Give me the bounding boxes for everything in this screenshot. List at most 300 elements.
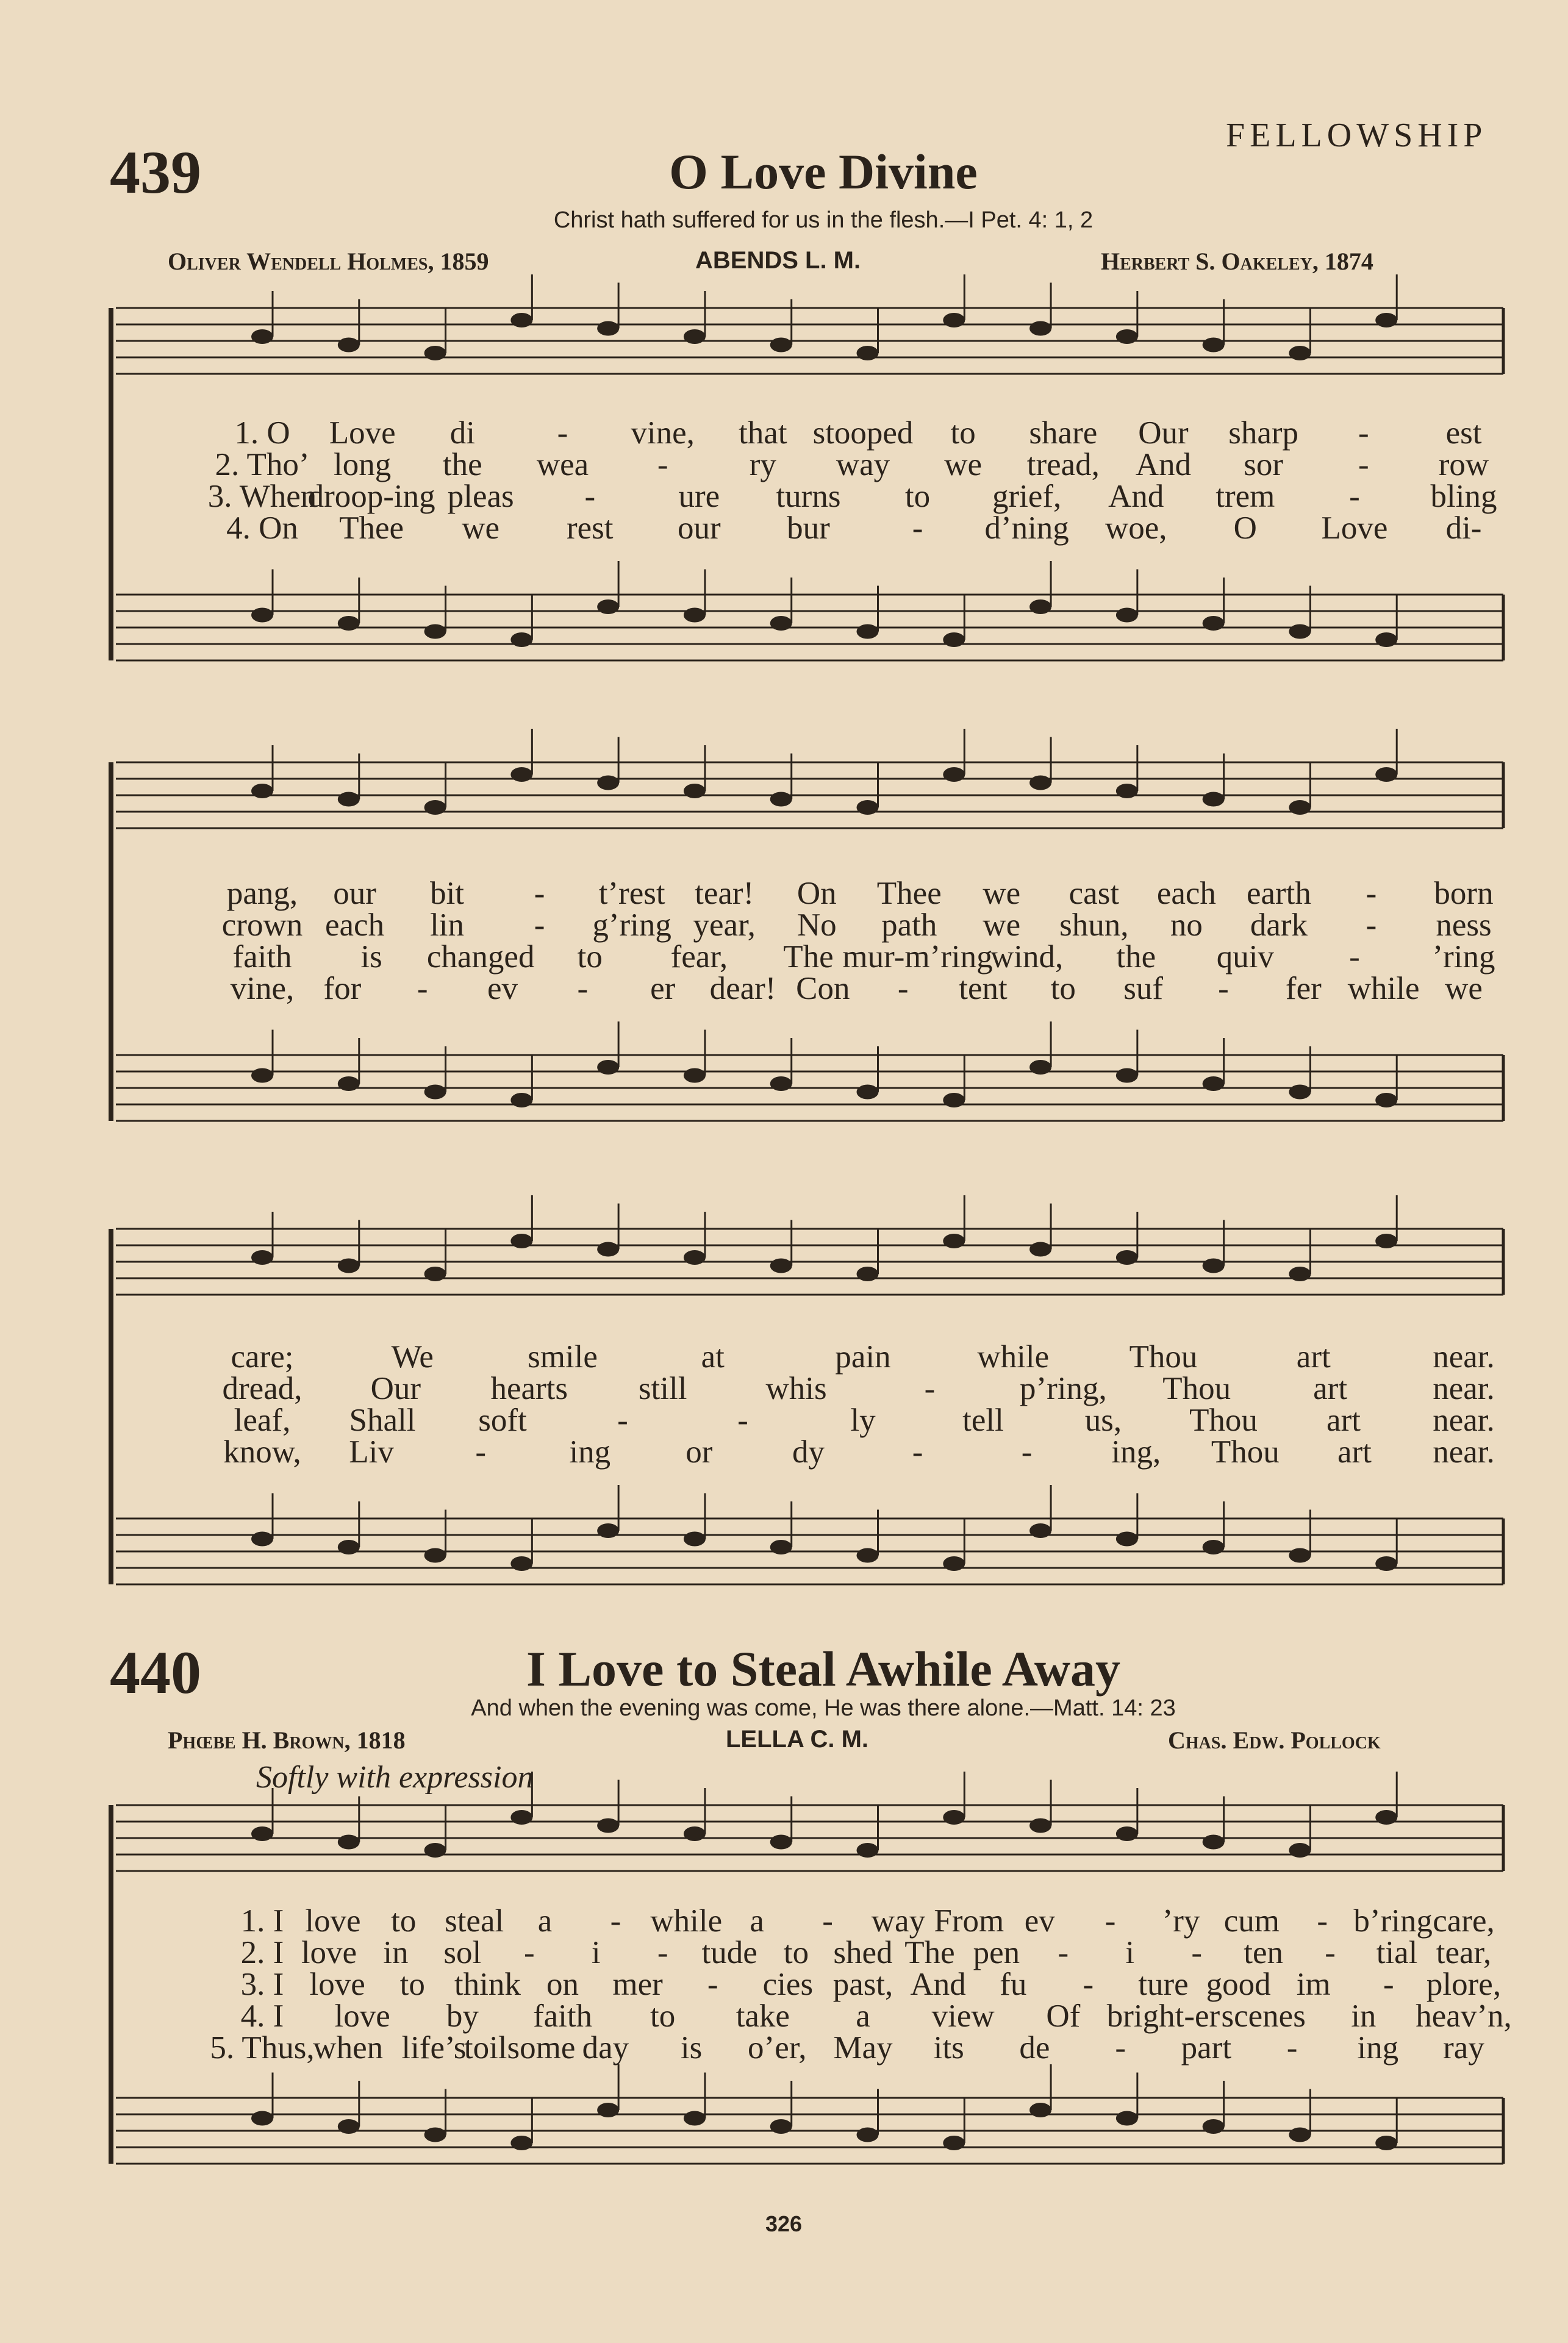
- lyric-syllable: droop-ing: [307, 479, 435, 514]
- lyric-syllable: faith: [232, 939, 292, 975]
- lyric-syllable: faith: [532, 1998, 593, 2034]
- lyric-syllable: love: [334, 1998, 390, 2034]
- note-head: [1375, 1810, 1397, 1825]
- lyric-syllable: we: [944, 447, 983, 482]
- lyric-syllable: we: [462, 510, 500, 546]
- note-head: [684, 784, 706, 798]
- lyric-syllable: -: [1358, 415, 1369, 451]
- lyric-syllable: pen: [973, 1935, 1020, 1970]
- note-head: [684, 329, 706, 344]
- lyric-syllable: near.: [1433, 1339, 1495, 1375]
- lyric-syllable: bit: [430, 876, 465, 911]
- note-head: [1116, 1068, 1138, 1083]
- note-head: [1375, 632, 1397, 647]
- lyric-syllable: Thee: [339, 510, 404, 546]
- note-head: [251, 2111, 273, 2126]
- lyric-line: [0, 970, 1568, 1006]
- note-head: [770, 1540, 792, 1554]
- lyric-syllable: Thou: [1189, 1403, 1258, 1438]
- lyric-syllable: fu: [1000, 1967, 1027, 2002]
- lyric-syllable: -: [1218, 971, 1229, 1006]
- lyric-line: [0, 1998, 1568, 2034]
- lyric-syllable: And: [910, 1967, 966, 2002]
- lyric-syllable: i: [1125, 1935, 1135, 1970]
- lyric-syllable: -: [1083, 1967, 1094, 2002]
- lyric-syllable: to: [577, 939, 603, 975]
- lyric-syllable: The: [904, 1935, 955, 1970]
- lyric-syllable: to: [391, 1903, 417, 1939]
- lyric-syllable: think: [454, 1967, 521, 2002]
- lyric-syllable: -: [737, 1403, 748, 1438]
- lyric-syllable: to: [904, 479, 931, 514]
- lyric-syllable: p’ring,: [1019, 1371, 1107, 1406]
- note-head: [510, 632, 532, 647]
- lyric-syllable: tear,: [1436, 1935, 1492, 1970]
- lyric-syllable: bright-er: [1106, 1998, 1220, 2034]
- lyric-syllable: ry: [749, 447, 776, 482]
- lyric-syllable: From: [934, 1903, 1004, 1939]
- lyric-syllable: love: [305, 1903, 361, 1939]
- lyric-syllable: life’s: [401, 2030, 467, 2066]
- lyric-syllable: to: [1050, 971, 1076, 1006]
- lyric-syllable: dread,: [222, 1371, 303, 1406]
- lyric-syllable: ure: [678, 479, 720, 514]
- note-head: [510, 313, 532, 327]
- lyric-syllable: still: [638, 1371, 687, 1406]
- lyric-syllable: take: [736, 1998, 790, 2034]
- lyric-syllable: tread,: [1026, 447, 1100, 482]
- note-head: [770, 338, 792, 352]
- lyric-syllable: year,: [693, 907, 756, 943]
- note-head: [1203, 1259, 1225, 1273]
- note-head: [1116, 1532, 1138, 1547]
- lyric-syllable: -: [1115, 2030, 1126, 2066]
- lyric-syllable: Thou: [1211, 1434, 1280, 1470]
- lyric-syllable: quiv: [1216, 939, 1274, 975]
- note-head: [1029, 2103, 1051, 2117]
- note-head: [424, 1267, 446, 1281]
- note-head: [1289, 1548, 1311, 1563]
- note-head: [251, 784, 273, 798]
- lyric-syllable: fear,: [670, 939, 728, 975]
- lyric-syllable: bling: [1430, 479, 1497, 514]
- note-head: [597, 1523, 619, 1538]
- lyric-syllable: care,: [1433, 1903, 1495, 1939]
- lyric-syllable: born: [1434, 876, 1494, 911]
- lyric-syllable: is: [360, 939, 382, 975]
- lyric-syllable: Thee: [876, 876, 942, 911]
- lyric-syllable: cies: [762, 1967, 814, 2002]
- lyric-syllable: heav’n,: [1416, 1998, 1512, 2034]
- lyric-line: [0, 939, 1568, 975]
- lyric-syllable: tent: [959, 971, 1008, 1006]
- note-head: [943, 313, 965, 327]
- note-head: [251, 1532, 273, 1547]
- lyric-syllable: its: [933, 2030, 964, 2066]
- note-head: [338, 616, 360, 631]
- lyric-line: [0, 1370, 1568, 1406]
- note-head: [770, 1076, 792, 1091]
- lyric-syllable: dy: [792, 1434, 825, 1470]
- note-head: [510, 1234, 532, 1248]
- lyric-syllable: 1. O: [234, 415, 290, 451]
- lyric-syllable: the: [442, 447, 482, 482]
- note-head: [1375, 1556, 1397, 1571]
- lyric-syllable: -: [1349, 939, 1360, 975]
- note-head: [510, 767, 532, 782]
- lyric-syllable: -: [657, 447, 668, 482]
- note-head: [1203, 338, 1225, 352]
- lyric-syllable: -: [577, 971, 589, 1006]
- lyric-syllable: view: [931, 1998, 995, 2034]
- lyric-syllable: b’ring: [1353, 1903, 1433, 1939]
- lyric-syllable: near.: [1433, 1434, 1495, 1470]
- lyric-syllable: 2. I: [240, 1935, 284, 1970]
- lyric-syllable: -: [584, 479, 596, 514]
- lyric-syllable: sol: [443, 1935, 482, 1970]
- note-head: [251, 1826, 273, 1841]
- note-head: [1029, 1819, 1051, 1833]
- lyric-syllable: -: [1366, 907, 1377, 943]
- lyric-syllable: our: [678, 510, 721, 546]
- note-head: [251, 329, 273, 344]
- lyric-syllable: smile: [528, 1339, 598, 1375]
- lyric-syllable: -: [557, 415, 568, 451]
- lyric-syllable: fer: [1285, 971, 1322, 1006]
- lyric-syllable: mur-m’ring: [842, 939, 993, 975]
- lyric-line: [0, 1903, 1568, 1939]
- lyric-syllable: -: [1383, 1967, 1394, 2002]
- lyric-syllable: lin: [430, 907, 465, 943]
- lyric-syllable: the: [1116, 939, 1156, 975]
- note-head: [597, 599, 619, 614]
- note-head: [684, 608, 706, 623]
- note-head: [770, 792, 792, 807]
- lyric-syllable: each: [1156, 876, 1216, 911]
- lyric-syllable: at: [701, 1339, 725, 1375]
- lyric-syllable: -: [912, 510, 923, 546]
- note-head: [1116, 1250, 1138, 1265]
- lyric-syllable: Of: [1046, 1998, 1081, 2034]
- lyric-syllable: stooped: [812, 415, 914, 451]
- note-head: [510, 1093, 532, 1107]
- lyric-syllable: vine,: [230, 971, 295, 1006]
- lyric-syllable: art: [1326, 1403, 1361, 1438]
- lyric-syllable: woe,: [1104, 510, 1167, 546]
- note-head: [424, 624, 446, 639]
- lyric-syllable: to: [950, 415, 976, 451]
- lyric-syllable: toilsome: [464, 2030, 576, 2066]
- lyric-syllable: to: [783, 1935, 809, 1970]
- note-head: [424, 346, 446, 360]
- lyric-syllable: 3. I: [240, 1967, 284, 2002]
- lyric-syllable: ray: [1443, 2030, 1484, 2066]
- hymn-composer: Chas. Edw. Pollock: [1168, 1726, 1381, 1754]
- note-head: [684, 2111, 706, 2126]
- lyric-syllable: care;: [231, 1339, 294, 1375]
- lyric-syllable: or: [686, 1434, 713, 1470]
- lyric-syllable: g’ring: [592, 907, 671, 943]
- lyric-syllable: The: [783, 939, 834, 975]
- lyric-syllable: rest: [567, 510, 614, 546]
- lyric-syllable: -: [1058, 1935, 1069, 1970]
- note-head: [1375, 767, 1397, 782]
- note-head: [510, 1556, 532, 1571]
- lyric-line: [0, 1934, 1568, 1970]
- note-head: [251, 608, 273, 623]
- lyric-syllable: in: [383, 1935, 409, 1970]
- note-head: [770, 1835, 792, 1850]
- lyric-syllable: a: [537, 1903, 553, 1939]
- lyric-syllable: On: [797, 876, 837, 911]
- lyric-syllable: way: [871, 1903, 926, 1939]
- lyric-syllable: -: [1349, 479, 1360, 514]
- lyric-syllable: pain: [835, 1339, 891, 1375]
- lyric-line: [0, 2030, 1568, 2066]
- lyric-syllable: we: [983, 876, 1021, 911]
- lyric-syllable: way: [836, 447, 890, 482]
- lyric-line: [0, 1966, 1568, 2002]
- lyric-syllable: -: [1104, 1903, 1116, 1939]
- note-head: [1116, 2111, 1138, 2126]
- lyric-syllable: sharp: [1228, 415, 1299, 451]
- lyric-syllable: our: [333, 876, 376, 911]
- lyric-syllable: 2. Tho’: [215, 447, 310, 482]
- lyric-syllable: -: [897, 971, 909, 1006]
- lyric-syllable: -: [1286, 2030, 1298, 2066]
- lyric-syllable: er: [650, 971, 676, 1006]
- hymn-title: O Love Divine: [669, 144, 978, 199]
- lyric-syllable: ’ring: [1432, 939, 1495, 975]
- lyric-syllable: steal: [445, 1903, 504, 1939]
- lyric-syllable: we: [983, 907, 1021, 943]
- lyric-line: [0, 415, 1568, 451]
- note-head: [943, 1093, 965, 1107]
- note-head: [1289, 800, 1311, 815]
- lyric-syllable: art: [1337, 1434, 1372, 1470]
- lyric-syllable: -: [1317, 1903, 1328, 1939]
- lyric-syllable: good: [1206, 1967, 1271, 2002]
- note-head: [424, 1843, 446, 1858]
- note-head: [684, 1826, 706, 1841]
- section-heading: FELLOWSHIP: [1226, 116, 1487, 154]
- lyric-syllable: while: [1347, 971, 1420, 1006]
- note-head: [510, 1810, 532, 1825]
- note-head: [1203, 616, 1225, 631]
- note-head: [1029, 1523, 1051, 1538]
- tempo-marking: Softly with expression: [256, 1760, 534, 1795]
- lyric-syllable: o’er,: [748, 2030, 807, 2066]
- lyric-syllable: art: [1313, 1371, 1348, 1406]
- lyric-syllable: -: [534, 876, 545, 911]
- lyric-syllable: to: [399, 1967, 425, 2002]
- lyric-syllable: -: [475, 1434, 486, 1470]
- lyric-line: [0, 1434, 1568, 1470]
- lyric-syllable: tell: [962, 1403, 1004, 1438]
- note-head: [943, 1810, 965, 1825]
- lyric-syllable: a: [750, 1903, 764, 1939]
- note-head: [597, 2103, 619, 2117]
- lyric-syllable: by: [446, 1998, 479, 2034]
- lyric-syllable: ev: [1024, 1903, 1055, 1939]
- lyric-syllable: long: [334, 447, 392, 482]
- lyric-syllable: part: [1181, 2030, 1232, 2066]
- note-head: [338, 1076, 360, 1091]
- note-head: [684, 1250, 706, 1265]
- lyric-syllable: we: [1445, 971, 1483, 1006]
- lyric-syllable: pleas: [447, 479, 514, 514]
- lyric-syllable: that: [739, 415, 787, 451]
- lyric-syllable: know,: [223, 1434, 301, 1470]
- note-head: [424, 800, 446, 815]
- lyric-syllable: crown: [221, 907, 303, 943]
- lyric-syllable: -: [1325, 1935, 1336, 1970]
- note-head: [1029, 321, 1051, 336]
- note-head: [1203, 2119, 1225, 2134]
- note-head: [684, 1068, 706, 1083]
- lyric-syllable: scenes: [1221, 1998, 1306, 2034]
- note-head: [1375, 313, 1397, 327]
- lyric-syllable: May: [833, 2030, 893, 2066]
- lyric-syllable: -: [417, 971, 428, 1006]
- lyric-syllable: turns: [776, 479, 841, 514]
- lyric-syllable: cum: [1223, 1903, 1280, 1939]
- note-head: [770, 1259, 792, 1273]
- lyric-syllable: soft: [478, 1403, 527, 1438]
- note-head: [338, 338, 360, 352]
- lyric-syllable: when: [313, 2030, 384, 2066]
- lyric-syllable: Love: [1321, 510, 1388, 546]
- note-head: [1289, 2128, 1311, 2142]
- lyric-syllable: im: [1296, 1967, 1331, 2002]
- lyric-syllable: -: [924, 1371, 936, 1406]
- hymn-epigraph: Christ hath suffered for us in the flesh.—I Pet. 4: 1, 2: [553, 207, 1094, 233]
- lyric-syllable: ing: [1357, 2030, 1399, 2066]
- lyric-syllable: hearts: [490, 1371, 568, 1406]
- lyric-syllable: changed: [426, 939, 535, 975]
- note-head: [943, 1234, 965, 1248]
- lyric-syllable: shed: [833, 1935, 893, 1970]
- lyric-syllable: di: [449, 415, 475, 451]
- lyric-syllable: trem: [1215, 479, 1275, 514]
- lyric-syllable: grief,: [992, 479, 1062, 514]
- note-head: [1203, 1076, 1225, 1091]
- note-head: [597, 1060, 619, 1075]
- lyric-line: [0, 510, 1568, 546]
- note-head: [510, 2136, 532, 2150]
- lyric-syllable: O: [1233, 510, 1257, 546]
- note-head: [1289, 624, 1311, 639]
- note-head: [597, 321, 619, 336]
- note-head: [597, 1819, 619, 1833]
- lyric-syllable: t’rest: [598, 876, 665, 911]
- lyric-syllable: 4. On: [226, 510, 298, 546]
- lyric-syllable: ev: [487, 971, 518, 1006]
- note-head: [1203, 1540, 1225, 1554]
- lyric-syllable: -: [1366, 876, 1377, 911]
- lyric-syllable: -: [1021, 1434, 1033, 1470]
- note-head: [1375, 2136, 1397, 2150]
- lyric-syllable: whis: [765, 1371, 827, 1406]
- lyric-syllable: -: [822, 1903, 833, 1939]
- note-head: [1116, 1826, 1138, 1841]
- lyric-syllable: Thou: [1162, 1371, 1231, 1406]
- lyric-syllable: dear!: [709, 971, 776, 1006]
- lyric-syllable: each: [324, 907, 385, 943]
- lyric-syllable: 4. I: [240, 1998, 284, 2034]
- lyric-line: [0, 875, 1568, 911]
- note-head: [1116, 608, 1138, 623]
- lyric-syllable: a: [856, 1998, 870, 2034]
- note-head: [857, 1267, 879, 1281]
- lyric-syllable: 3. When: [207, 479, 317, 514]
- lyric-syllable: i: [591, 1935, 601, 1970]
- lyric-syllable: 5. Thus,: [210, 2030, 315, 2066]
- lyric-syllable: while: [977, 1339, 1050, 1375]
- lyric-syllable: Shall: [349, 1403, 416, 1438]
- hymn-title: I Love to Steal Awhile Away: [526, 1641, 1121, 1697]
- note-head: [338, 1835, 360, 1850]
- note-head: [251, 1250, 273, 1265]
- lyric-syllable: leaf,: [234, 1403, 291, 1438]
- lyric-syllable: d’ning: [984, 510, 1069, 546]
- note-head: [857, 1548, 879, 1563]
- lyric-syllable: share: [1029, 415, 1098, 451]
- lyric-syllable: -: [617, 1403, 628, 1438]
- lyric-syllable: ness: [1436, 907, 1492, 943]
- note-head: [857, 346, 879, 360]
- lyric-syllable: pang,: [226, 876, 298, 911]
- note-head: [1203, 1835, 1225, 1850]
- lyric-syllable: And: [1108, 479, 1164, 514]
- note-head: [338, 792, 360, 807]
- hymn-epigraph: And when the evening was come, He was there alone.—Matt. 14: 23: [471, 1695, 1176, 1721]
- lyric-syllable: Our: [370, 1371, 421, 1406]
- lyric-syllable: -: [657, 1935, 668, 1970]
- hymn-tune: LELLA C. M.: [726, 1726, 869, 1753]
- lyric-syllable: ten: [1244, 1935, 1284, 1970]
- lyric-syllable: -: [1358, 447, 1369, 482]
- note-head: [338, 1259, 360, 1273]
- lyric-syllable: plore,: [1426, 1967, 1502, 2002]
- lyric-syllable: No: [797, 907, 837, 943]
- lyric-syllable: dark: [1250, 907, 1308, 943]
- lyric-syllable: tial: [1376, 1935, 1418, 1970]
- hymn-author: Oliver Wendell Holmes, 1859: [168, 248, 489, 275]
- note-head: [1289, 1267, 1311, 1281]
- lyric-syllable: while: [650, 1903, 723, 1939]
- lyric-syllable: -: [707, 1967, 718, 2002]
- hymn-author: Phœbe H. Brown, 1818: [168, 1726, 406, 1754]
- note-head: [338, 1540, 360, 1554]
- page-number: 326: [765, 2211, 803, 2236]
- note-head: [597, 1242, 619, 1257]
- lyric-syllable: ’ry: [1162, 1903, 1200, 1939]
- note-head: [943, 632, 965, 647]
- lyric-syllable: Con: [796, 971, 850, 1006]
- note-head: [857, 1085, 879, 1100]
- lyric-syllable: -: [534, 907, 545, 943]
- lyric-syllable: est: [1445, 415, 1482, 451]
- note-head: [943, 1556, 965, 1571]
- lyric-syllable: vine,: [631, 415, 695, 451]
- note-head: [770, 616, 792, 631]
- lyric-syllable: ture: [1138, 1967, 1189, 2002]
- note-head: [857, 1843, 879, 1858]
- note-head: [338, 2119, 360, 2134]
- lyric-syllable: 1. I: [240, 1903, 284, 1939]
- note-head: [424, 1548, 446, 1563]
